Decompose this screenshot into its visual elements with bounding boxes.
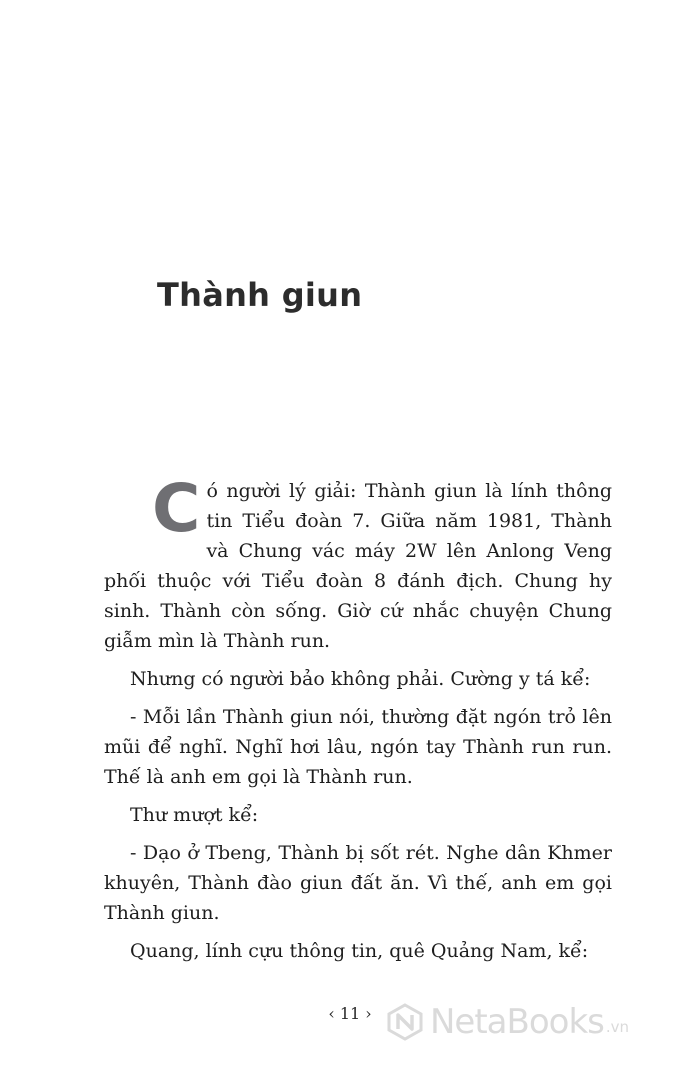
paragraph-4: Thư mượt kể: [130, 804, 259, 826]
paragraph-3: - Mỗi lần Thành giun nói, thường đặt ngón trỏ lên mũi để nghĩ. Nghĩ hơi lâu, ngón tay Thành run run. Thế là anh em gọi là Thành run. [104, 706, 612, 788]
page-number: ‹ 11 › [328, 1004, 372, 1023]
paragraph-1-text: ó người lý giải: Thành giun là lính thông tin Tiểu đoàn 7. Giữa năm 1981, Thành và Chung vác máy 2W lên Anlong Veng phối thuộc với Tiểu đoàn 8 đánh địch. Chung hy sinh. Thành còn sống. Giờ cứ nhắc chuyện Chung giẫm mìn là Thành run. [104, 480, 612, 652]
watermark-text: NetaBooks [430, 1002, 604, 1042]
paragraph-1 [104, 470, 612, 656]
drop-cap: C [152, 470, 201, 547]
watermark-suffix: .vn [605, 1018, 630, 1036]
paragraph-5: - Dạo ở Tbeng, Thành bị sốt rét. Nghe dân Khmer khuyên, Thành đào giun đất ăn. Vì thế, anh em gọi Thành giun. [104, 842, 612, 924]
paragraph-6: Quang, lính cựu thông tin, quê Quảng Nam, kể: [130, 940, 589, 962]
chapter-body [104, 470, 612, 974]
paragraph-2: Nhưng có người bảo không phải. Cường y tá kể: [130, 668, 591, 690]
netabooks-logo-icon [386, 1003, 424, 1041]
watermark [386, 1002, 629, 1042]
chapter-title: Thành giun [157, 276, 363, 314]
